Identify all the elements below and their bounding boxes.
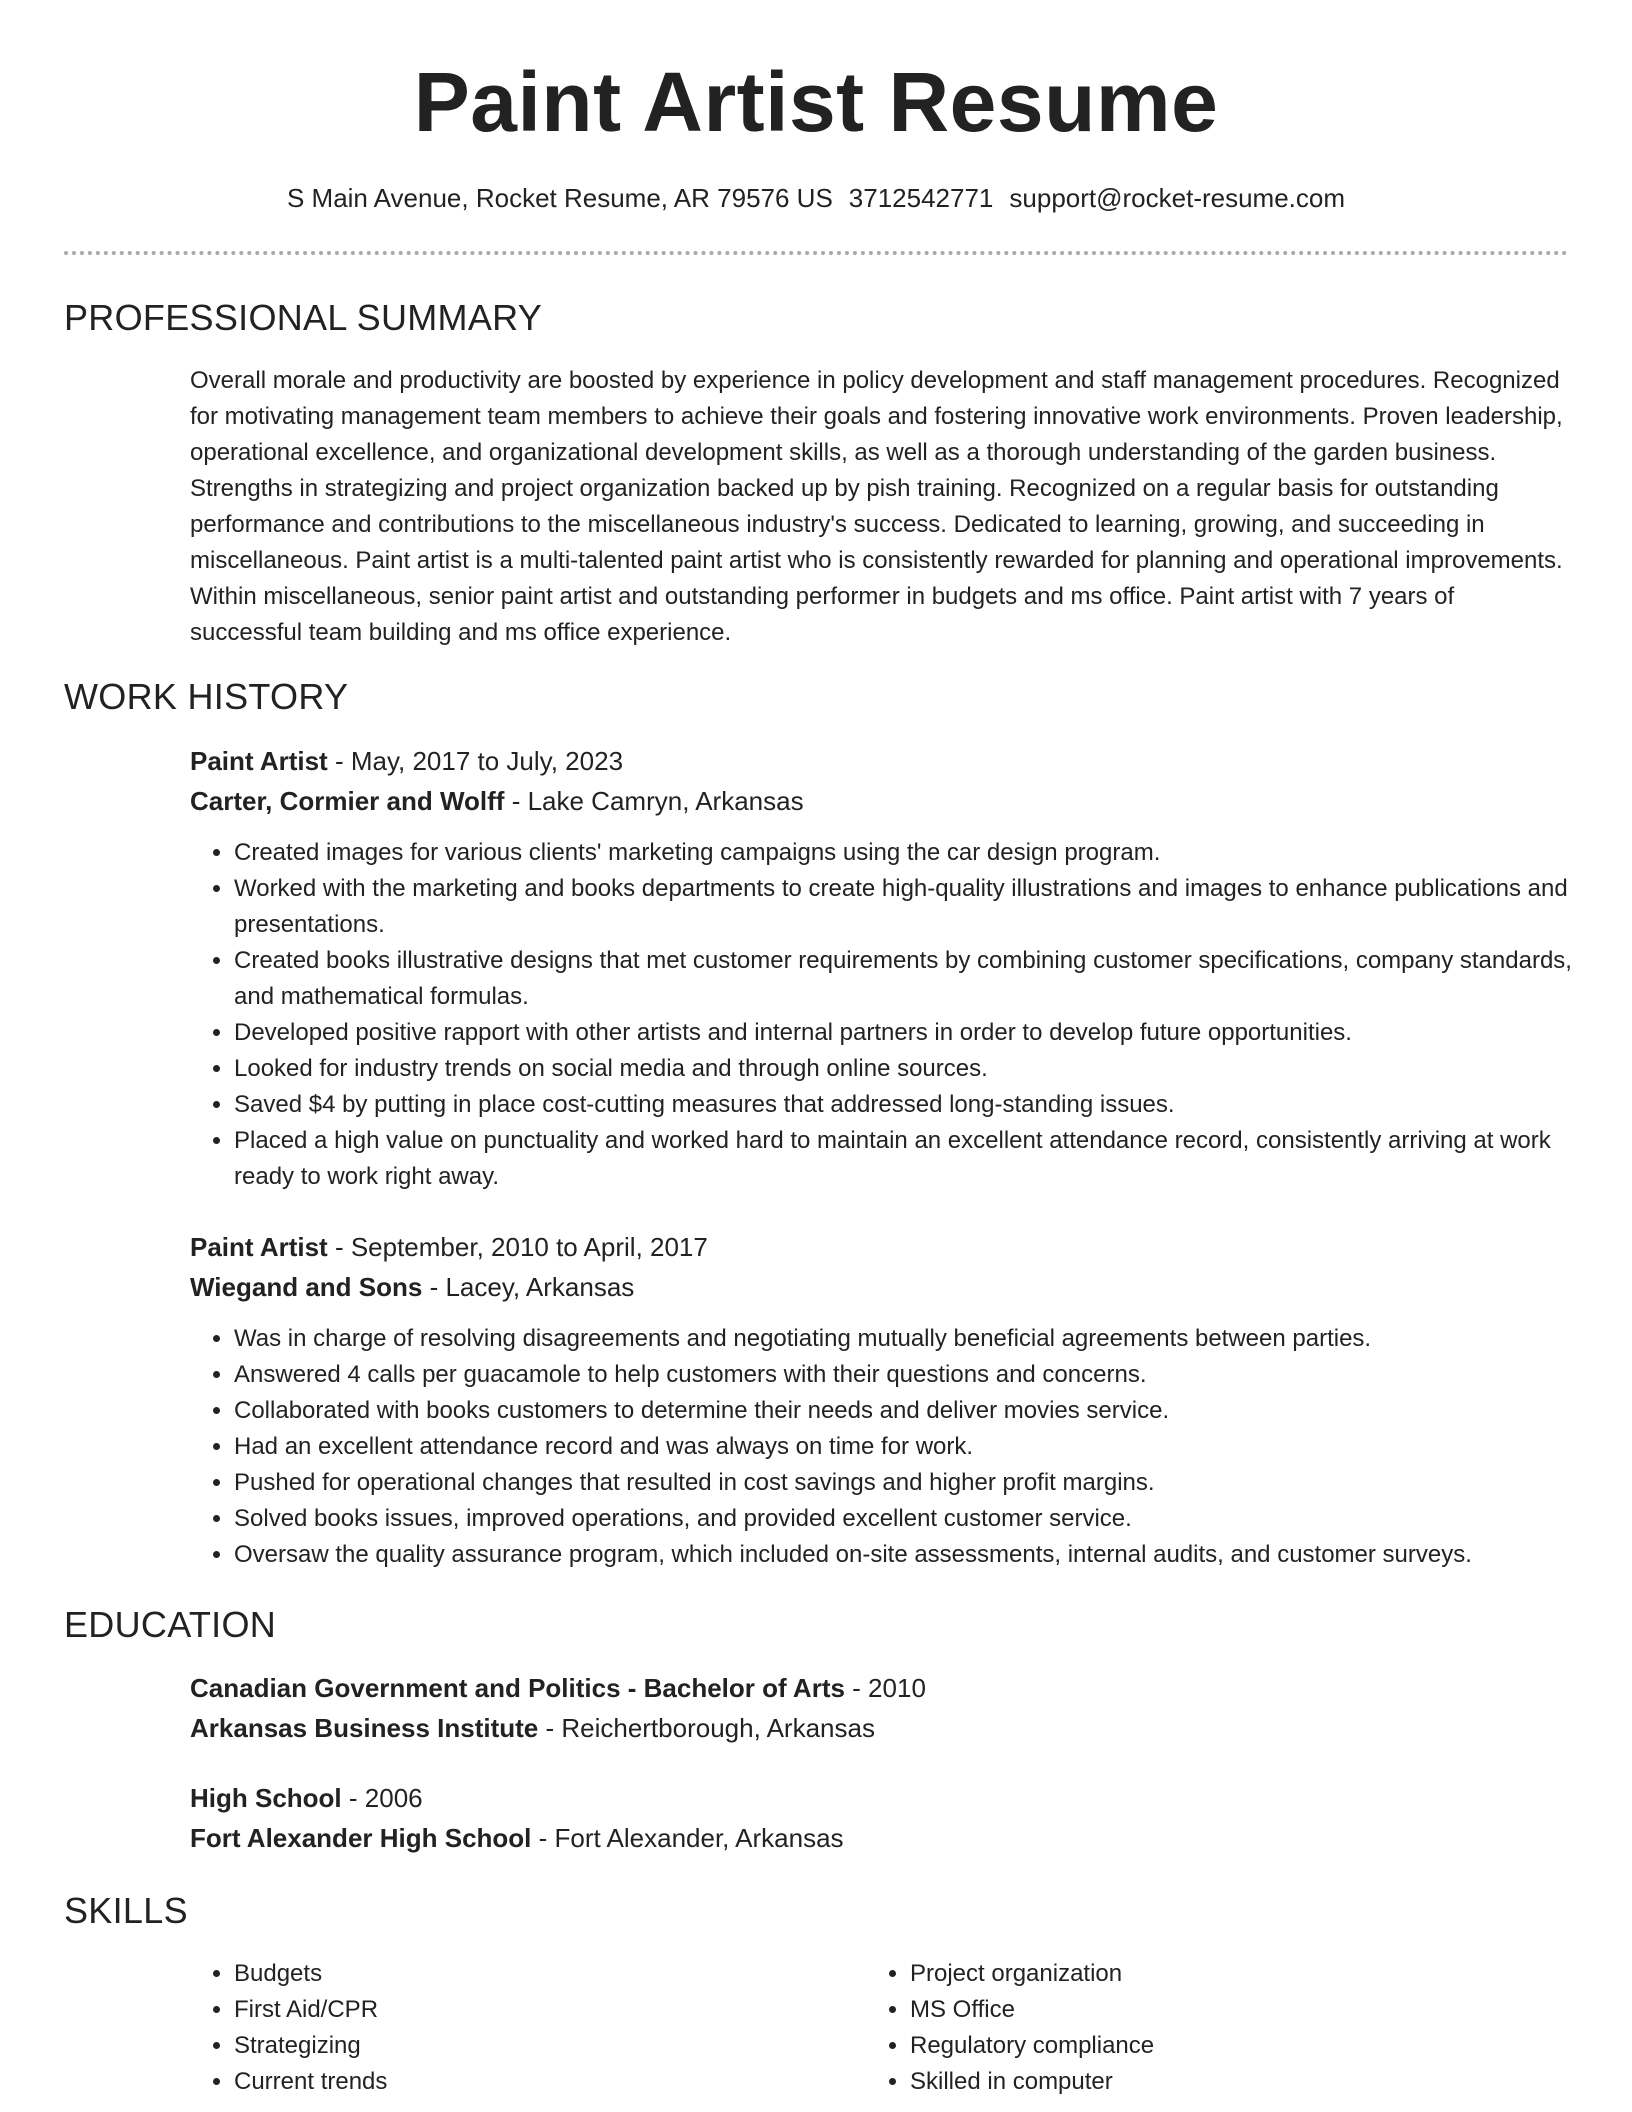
skill-item: • Skilled in computer <box>910 2064 1530 2100</box>
list-item: • Looked for industry trends on social media and through online sources. <box>234 1051 1604 1087</box>
skills-list-right <box>866 1956 1530 2100</box>
header-divider <box>64 251 1568 255</box>
job-2-title-line <box>190 1227 1570 1267</box>
education-2-degree: High School <box>190 1783 342 1813</box>
job-1-dates: - May, 2017 to July, 2023 <box>327 746 624 776</box>
list-item: • Placed a high value on punctuality and worked hard to maintain an excellent attendance record, consistently arriving at work ready to work right away. <box>234 1123 1604 1195</box>
job-2-title: Paint Artist <box>190 1232 328 1262</box>
job-1-title-line <box>190 741 1570 781</box>
list-item: • Oversaw the quality assurance program, which included on-site assessments, internal audits, and customer surveys. <box>234 1537 1604 1573</box>
list-item: • Solved books issues, improved operations, and provided excellent customer service. <box>234 1501 1604 1537</box>
skills-heading: SKILLS <box>64 1890 188 1931</box>
job-2-dates: - September, 2010 to April, 2017 <box>327 1232 708 1262</box>
job-1-bullets <box>190 835 1604 1195</box>
work-history-heading: WORK HISTORY <box>64 676 349 717</box>
education-2-school: Fort Alexander High School <box>190 1823 532 1853</box>
job-2-bullets <box>190 1321 1604 1573</box>
job-1-company-line <box>190 781 1570 821</box>
education-heading: EDUCATION <box>64 1604 277 1645</box>
contact-email: support@rocket-resume.com <box>1009 183 1346 213</box>
summary-heading: PROFESSIONAL SUMMARY <box>64 297 543 338</box>
job-2-company: Wiegand and Sons <box>190 1272 423 1302</box>
list-item: • Created images for various clients' marketing campaigns using the car design program. <box>234 835 1604 871</box>
education-1-year: - 2010 <box>844 1673 926 1703</box>
skills-list-left <box>190 1956 854 2100</box>
education-2-location: - Fort Alexander, Arkansas <box>531 1823 844 1853</box>
list-item: • Pushed for operational changes that resulted in cost savings and higher profit margins. <box>234 1465 1604 1501</box>
education-2-degree-line <box>190 1778 1570 1818</box>
skill-item: • Budgets <box>234 1956 854 1992</box>
skill-item: • Regulatory compliance <box>910 2028 1530 2064</box>
education-1-degree-line <box>190 1668 1570 1708</box>
skill-item: • First Aid/CPR <box>234 1992 854 2028</box>
education-1-location: - Reichertborough, Arkansas <box>538 1713 875 1743</box>
list-item: • Collaborated with books customers to determine their needs and deliver movies service. <box>234 1393 1604 1429</box>
education-1-degree: Canadian Government and Politics - Bachelor of Arts <box>190 1673 845 1703</box>
contact-address: S Main Avenue, Rocket Resume, AR 79576 US <box>286 183 833 213</box>
list-item: • Was in charge of resolving disagreements and negotiating mutually beneficial agreements between parties. <box>234 1321 1604 1357</box>
resume-title: Paint Artist Resume <box>413 55 1219 149</box>
skill-item: • Project organization <box>910 1956 1530 1992</box>
skill-item: • Strategizing <box>234 2028 854 2064</box>
contact-phone: 3712542771 <box>848 183 994 213</box>
education-1-school: Arkansas Business Institute <box>190 1713 539 1743</box>
education-2-year: - 2006 <box>341 1783 423 1813</box>
list-item: • Created books illustrative designs that met customer requirements by combining customer specifications, company standards, and mathematical formulas. <box>234 943 1604 1015</box>
education-1-school-line <box>190 1708 1570 1748</box>
job-1-company: Carter, Cormier and Wolff <box>190 786 505 816</box>
job-2-location: - Lacey, Arkansas <box>422 1272 635 1302</box>
summary-text: Overall morale and productivity are boosted by experience in policy development and staff management procedures. Recognized for motivating management team members to achieve their goals and fostering innovative work environments. Proven leadership, operational excellence, and organizational development skills, as well as a thorough understanding of the garden business. Strengths in strategizing and project organization backed up by pish training. Recognized on a regular basis for outstanding performance and contributions to the miscellaneous industry's success. Dedicated to learning, growing, and succeeding in miscellaneous. Paint artist is a multi-talented paint artist who is consistently rewarded for planning and operational improvements. Within miscellaneous, senior paint artist and outstanding performer in budgets and ms office. Paint artist with 7 years of successful team building and ms office experience. <box>190 367 1563 646</box>
skill-item: • MS Office <box>910 1992 1530 2028</box>
job-1-title: Paint Artist <box>190 746 328 776</box>
education-2-school-line <box>190 1818 1570 1858</box>
list-item: • Saved $4 by putting in place cost-cutting measures that addressed long-standing issues. <box>234 1087 1604 1123</box>
contact-line <box>0 181 1632 215</box>
list-item: • Worked with the marketing and books departments to create high-quality illustrations and images to enhance publications and presentations. <box>234 871 1604 943</box>
job-2-company-line <box>190 1267 1570 1307</box>
job-1-location: - Lake Camryn, Arkansas <box>504 786 804 816</box>
list-item: • Answered 4 calls per guacamole to help customers with their questions and concerns. <box>234 1357 1604 1393</box>
skill-item: • Current trends <box>234 2064 854 2100</box>
list-item: • Developed positive rapport with other artists and internal partners in order to develop future opportunities. <box>234 1015 1604 1051</box>
list-item: • Had an excellent attendance record and was always on time for work. <box>234 1429 1604 1465</box>
